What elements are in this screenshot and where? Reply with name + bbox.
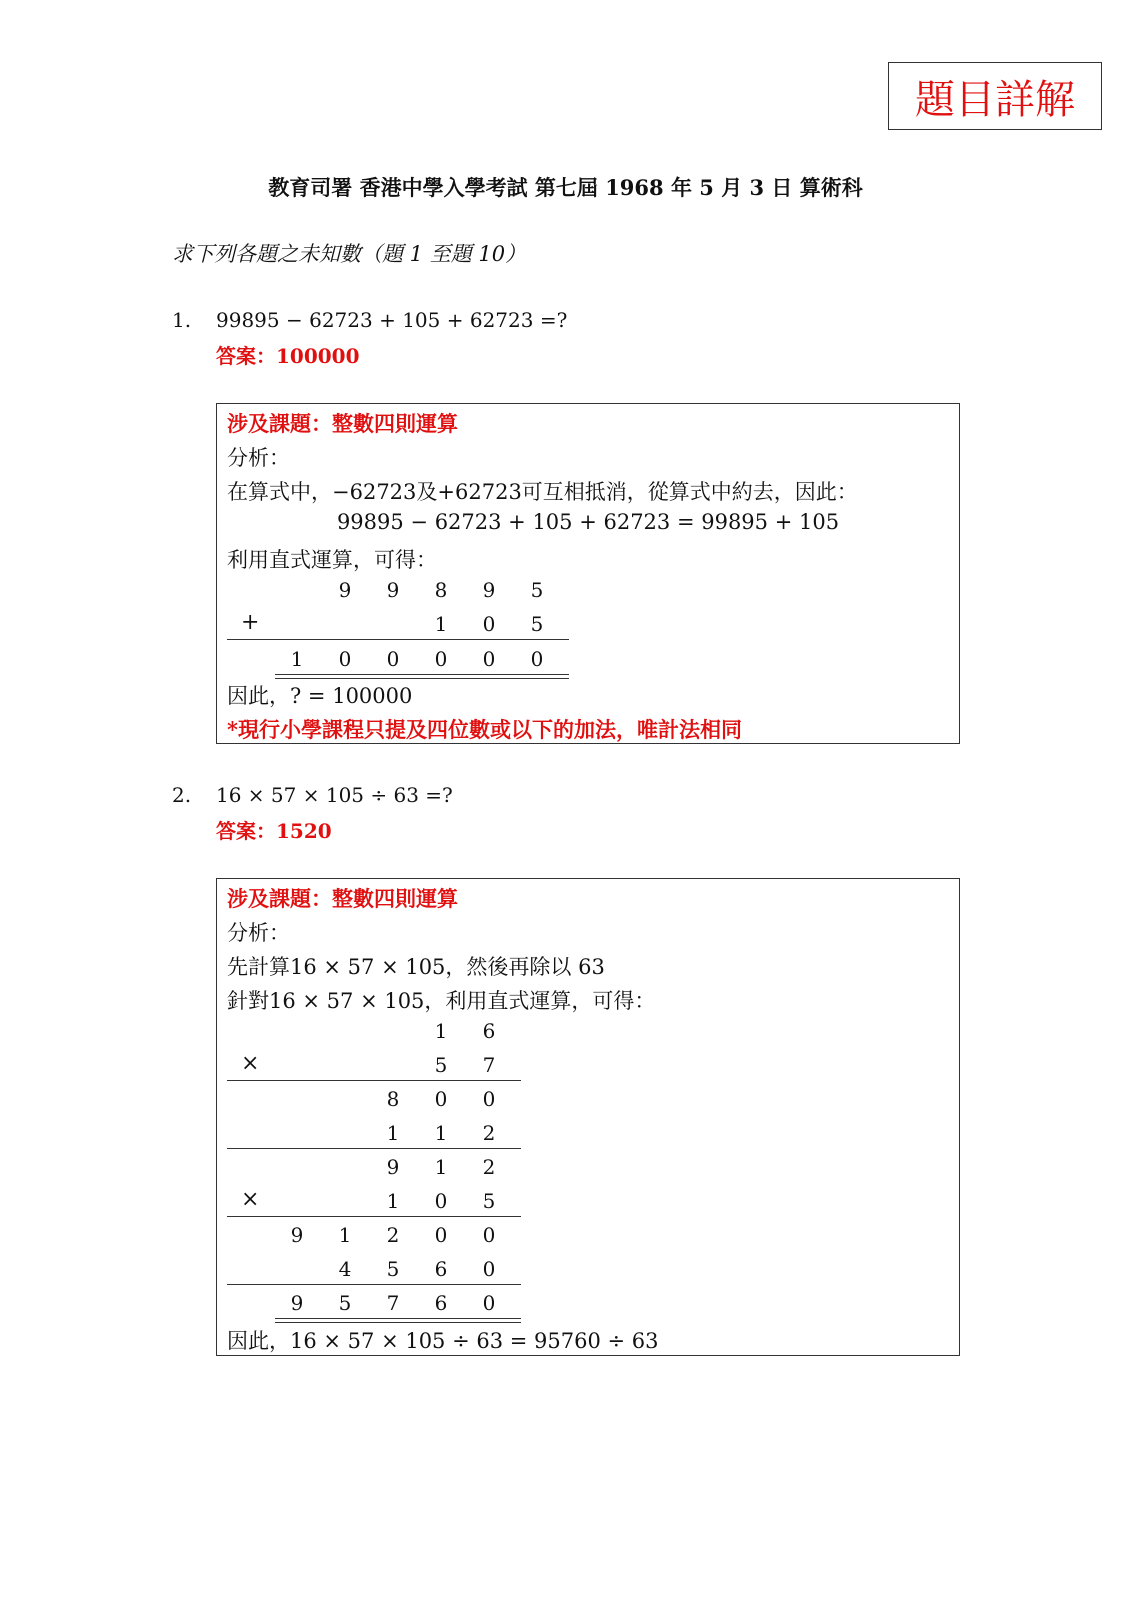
- sum-digit: 1: [290, 647, 304, 671]
- question-1-number: 1.: [172, 308, 192, 332]
- question-2-number: 2.: [172, 783, 192, 807]
- partial-product-digit: 0: [482, 1257, 496, 1281]
- product-digit: 5: [338, 1291, 352, 1315]
- product-rule: [227, 1284, 521, 1285]
- product-digit: 9: [290, 1291, 304, 1315]
- multiplicand-digit: 6: [482, 1019, 496, 1043]
- conclusion-text: 因此，? = 100000: [227, 684, 413, 708]
- product-rule: [227, 1216, 521, 1217]
- addend-digit: 1: [434, 612, 448, 636]
- topic-label: 涉及課題：整數四則運算: [227, 886, 458, 911]
- addend-digit: 5: [530, 578, 544, 602]
- plus-sign: +: [241, 610, 260, 635]
- partial-product-digit: 0: [482, 1223, 496, 1247]
- curriculum-note: *現行小學課程只提及四位數或以下的加法，唯計法相同: [227, 717, 742, 742]
- partial-product-digit: 4: [338, 1257, 352, 1281]
- question-1-text: 99895 − 62723 + 105 + 62723 =?: [216, 308, 568, 332]
- section-instruction: 求下列各題之未知數（題 1 至題 10）: [172, 242, 527, 266]
- sum-digit: 0: [434, 647, 448, 671]
- multiplier-digit: 7: [482, 1053, 496, 1077]
- product-digit: 0: [482, 1291, 496, 1315]
- addend-digit: 5: [530, 612, 544, 636]
- multiplier-digit: 0: [434, 1189, 448, 1213]
- question-2-solution-box: [216, 878, 960, 1356]
- addend-digit: 9: [338, 578, 352, 602]
- method-text: 針對16 × 57 × 105，利用直式運算，可得：: [227, 989, 656, 1013]
- question-2-text: 16 × 57 × 105 ÷ 63 =?: [216, 783, 453, 807]
- analysis-text: 先計算16 × 57 × 105，然後再除以 63: [227, 955, 605, 979]
- partial-product-digit: 9: [290, 1223, 304, 1247]
- times-sign: ×: [241, 1051, 260, 1076]
- partial-product-digit: 5: [386, 1257, 400, 1281]
- product-digit: 6: [434, 1291, 448, 1315]
- detailed-solution-stamp: 題目詳解: [888, 62, 1102, 130]
- topic-label: 涉及課題：整數四則運算: [227, 411, 458, 436]
- question-1-solution-box: [216, 403, 960, 744]
- product-rule: [227, 1080, 521, 1081]
- question-2-answer: 答案：1520: [216, 819, 332, 843]
- sum-digit: 0: [482, 647, 496, 671]
- partial-product-digit: 0: [434, 1087, 448, 1111]
- partial-product-digit: 2: [482, 1121, 496, 1145]
- addend-digit: 0: [482, 612, 496, 636]
- analysis-text: 在算式中，−62723及+62723可互相抵消，從算式中約去，因此：: [227, 480, 858, 504]
- addend-digit: 9: [482, 578, 496, 602]
- conclusion-text: 因此，16 × 57 × 105 ÷ 63 = 95760 ÷ 63: [227, 1329, 659, 1353]
- analysis-label: 分析：: [227, 921, 290, 945]
- result-double-rule: [275, 1318, 521, 1323]
- product-digit: 7: [386, 1291, 400, 1315]
- addend-digit: 8: [434, 578, 448, 602]
- analysis-label: 分析：: [227, 446, 290, 470]
- sum-digit: 0: [386, 647, 400, 671]
- partial-product-digit: 1: [338, 1223, 352, 1247]
- multiplier-digit: 1: [386, 1189, 400, 1213]
- multiplicand-digit: 9: [386, 1155, 400, 1179]
- partial-product-digit: 2: [386, 1223, 400, 1247]
- multiplier-digit: 5: [434, 1053, 448, 1077]
- multiplicand-digit: 1: [434, 1019, 448, 1043]
- sum-digit: 0: [530, 647, 544, 671]
- partial-product-digit: 1: [434, 1121, 448, 1145]
- page-title: 教育司署 香港中學入學考試 第七屆 1968 年 5 月 3 日 算術科: [268, 175, 863, 200]
- partial-product-digit: 0: [482, 1087, 496, 1111]
- partial-product-digit: 6: [434, 1257, 448, 1281]
- multiplier-digit: 5: [482, 1189, 496, 1213]
- sum-rule: [227, 639, 569, 640]
- partial-product-digit: 8: [386, 1087, 400, 1111]
- product-rule: [227, 1148, 521, 1149]
- simplified-equation: 99895 − 62723 + 105 + 62723 = 99895 + 105: [336, 510, 840, 534]
- question-1-answer: 答案：100000: [216, 344, 360, 368]
- addend-digit: 9: [386, 578, 400, 602]
- partial-product-digit: 0: [434, 1223, 448, 1247]
- multiplicand-digit: 2: [482, 1155, 496, 1179]
- partial-product-digit: 1: [386, 1121, 400, 1145]
- sum-digit: 0: [338, 647, 352, 671]
- result-double-rule: [275, 674, 569, 679]
- multiplicand-digit: 1: [434, 1155, 448, 1179]
- method-text: 利用直式運算，可得：: [227, 548, 437, 572]
- times-sign: ×: [241, 1187, 260, 1212]
